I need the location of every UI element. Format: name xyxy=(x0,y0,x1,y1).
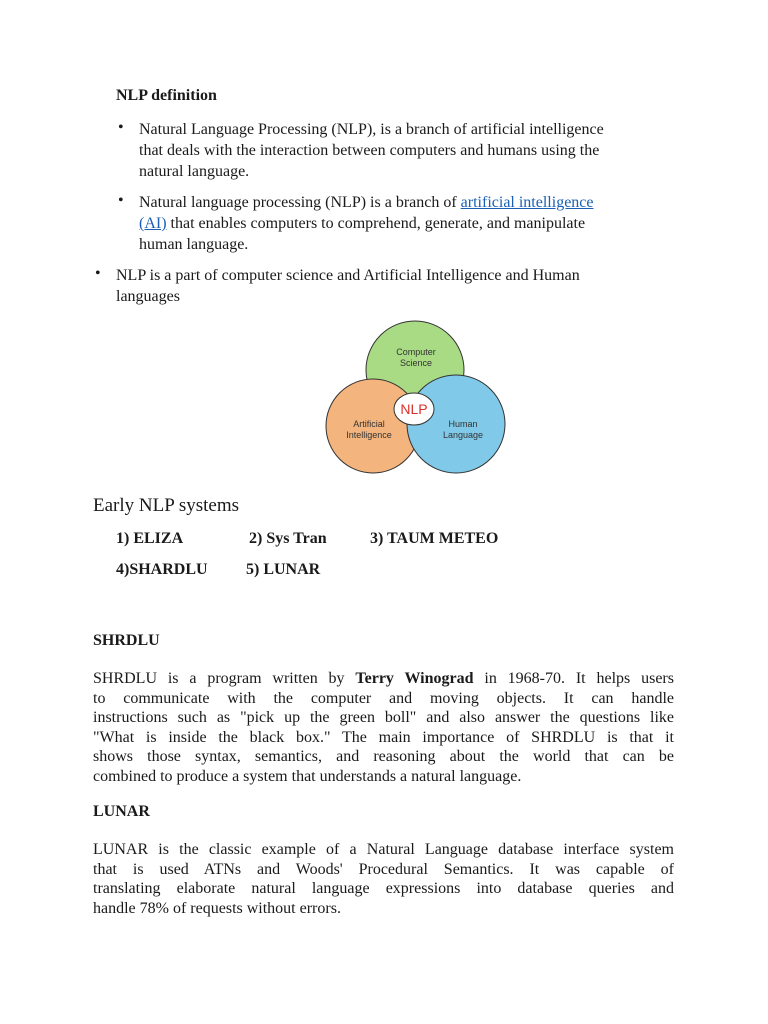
bullet-symbol: • xyxy=(95,265,101,282)
system-item: 4)SHARDLU xyxy=(116,561,208,578)
text-line xyxy=(93,669,674,689)
text-line: shows those syntax, semantics, and reasoning about the world that can be xyxy=(93,748,674,765)
venn-label: Science xyxy=(399,358,433,368)
text-segment: SHRDLU is a program written by xyxy=(93,670,356,687)
text-line: handle 78% of requests without errors. xyxy=(93,899,341,917)
bullet-symbol: • xyxy=(118,192,124,209)
bullet-text-1 xyxy=(139,119,699,182)
system-item: 1) ELIZA xyxy=(116,530,184,547)
shrdlu-paragraph xyxy=(93,669,674,786)
text-segment: in 1968-70. It helps users xyxy=(473,670,674,687)
lunar-paragraph xyxy=(93,840,674,918)
text-line xyxy=(139,192,699,213)
section-heading-early-nlp-systems: Early NLP systems xyxy=(93,495,240,516)
text-segment: Natural language processing (NLP) is a branch of xyxy=(139,194,461,211)
ai-link[interactable]: artificial intelligence xyxy=(460,194,594,211)
venn-center-label: NLP xyxy=(400,401,428,417)
section-heading-shrdlu: SHRDLU xyxy=(93,632,160,649)
system-item: 3) TAUM METEO xyxy=(370,530,499,547)
section-heading-lunar: LUNAR xyxy=(93,803,150,820)
text-line: human language. xyxy=(139,236,249,253)
text-line: natural language. xyxy=(139,163,250,180)
text-line: that deals with the interaction between computers and humans using the xyxy=(139,142,600,159)
nlp-venn-diagram xyxy=(320,318,512,476)
text-line: that is used ATNs and Woods' Procedural Semantics. It was capable of xyxy=(93,860,674,878)
text-line: instructions such as "pick up the green boll" and also answer the questions like xyxy=(93,709,674,726)
text-line: to communicate with the computer and moving objects. It can handle xyxy=(93,689,674,707)
text-line: languages xyxy=(116,288,180,305)
section-heading-nlp-definition: NLP definition xyxy=(116,87,217,104)
text-line: combined to produce a system that understands a natural language. xyxy=(93,767,522,785)
system-item: 2) Sys Tran xyxy=(249,530,327,547)
venn-label: Language xyxy=(442,430,484,440)
bullet-symbol: • xyxy=(118,119,124,136)
text-line: LUNAR is the classic example of a Natural Language database interface system xyxy=(93,841,674,858)
venn-label: Computer xyxy=(396,347,436,357)
bullet-text-3 xyxy=(116,265,696,307)
author-name: Terry Winograd xyxy=(355,670,474,687)
system-item: 5) LUNAR xyxy=(246,561,321,578)
bullet-text-2 xyxy=(139,192,699,255)
venn-label: Intelligence xyxy=(346,430,392,440)
text-line: "What is inside the black box." The main importance of SHRDLU is that it xyxy=(93,728,674,746)
ai-link-continued[interactable]: (AI) xyxy=(139,215,167,232)
text-segment: that enables computers to comprehend, generate, and manipulate xyxy=(166,215,586,232)
text-line: translating elaborate natural language expressions into database queries and xyxy=(93,880,674,897)
text-line xyxy=(139,213,699,234)
text-line: NLP is a part of computer science and Artificial Intelligence and Human xyxy=(116,267,580,284)
text-line: Natural Language Processing (NLP), is a branch of artificial intelligence xyxy=(139,121,604,138)
venn-label: Artificial xyxy=(353,419,385,429)
venn-label: Human xyxy=(448,419,478,429)
